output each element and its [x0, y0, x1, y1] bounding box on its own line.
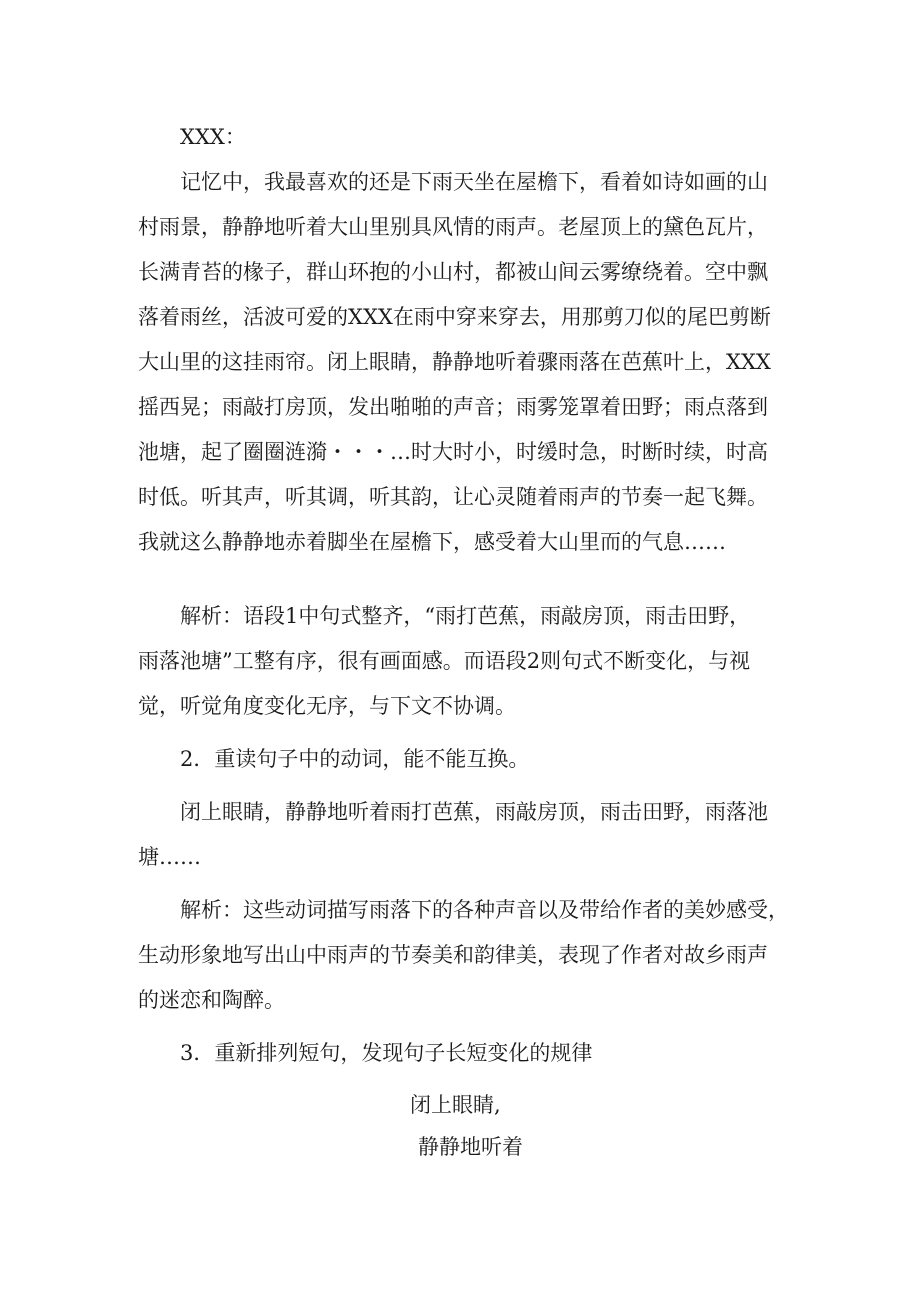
item3-line-1: 闭上眼睛, — [410, 1093, 501, 1117]
item3-line-2: 静静地听着 — [418, 1135, 523, 1159]
analysis1-line-1: 解析：语段1中句式整齐，“雨打芭蕉，雨敲房顶，雨击田野， — [180, 604, 751, 628]
paragraph1-line-5: 大山里的这挂雨帘。闭上眼睛，静静地听着骤雨落在芭蕉叶上，XXX — [138, 350, 771, 374]
item2-text-line-2: 塘…… — [138, 845, 201, 869]
paragraph1-line-8: 时低。听其声，听其调，听其韵，让心灵随着雨声的节奏一起飞舞。 — [138, 485, 768, 509]
paragraph1-line-4: 落着雨丝，活波可爱的XXX在雨中穿来穿去，用那剪刀似的尾巴剪断 — [138, 305, 771, 329]
paragraph1-line-2: 村雨景，静静地听着大山里别具风情的雨声。老屋顶上的黛色瓦片， — [138, 215, 768, 239]
analysis1-line-2: 雨落池塘”工整有序，很有画面感。而语段2则句式不断变化，与视 — [138, 649, 751, 673]
item2-heading: 2．重读句子中的动词，能不能互换。 — [180, 747, 530, 771]
analysis2-line-2: 生动形象地写出山中雨声的节奏美和韵律美，表现了作者对故乡雨声 — [138, 943, 768, 967]
item3-heading: 3．重新排列短句，发现句子长短变化的规律 — [180, 1041, 593, 1065]
item2-text-line-1: 闭上眼睛，静静地听着雨打芭蕉，雨敲房顶，雨击田野，雨落池 — [180, 800, 768, 824]
paragraph1-line-1: 记忆中，我最喜欢的还是下雨天坐在屋檐下，看着如诗如画的山 — [180, 170, 768, 194]
paragraph1-line-6: 摇西晃；雨敲打房顶，发出啪啪的声音；雨雾笼罩着田野；雨点落到 — [138, 395, 768, 419]
analysis1-line-3: 觉，听觉角度变化无序，与下文不协调。 — [138, 694, 516, 718]
paragraph1-line-7: 池塘，起了圈圈涟漪・・・…时大时小，时缓时急，时断时续，时高 — [138, 440, 768, 464]
salutation: XXX： — [180, 125, 246, 149]
paragraph1-line-3: 长满青苔的椽子，群山环抱的小山村，都被山间云雾缭绕着。空中飘 — [138, 260, 768, 284]
analysis2-line-1: 解析：这些动词描写雨落下的各种声音以及带给作者的美妙感受， — [180, 898, 789, 922]
paragraph1-line-9: 我就这么静静地赤着脚坐在屋檐下，感受着大山里而的气息…… — [138, 530, 726, 554]
analysis2-line-3: 的迷恋和陶醉。 — [138, 988, 285, 1012]
